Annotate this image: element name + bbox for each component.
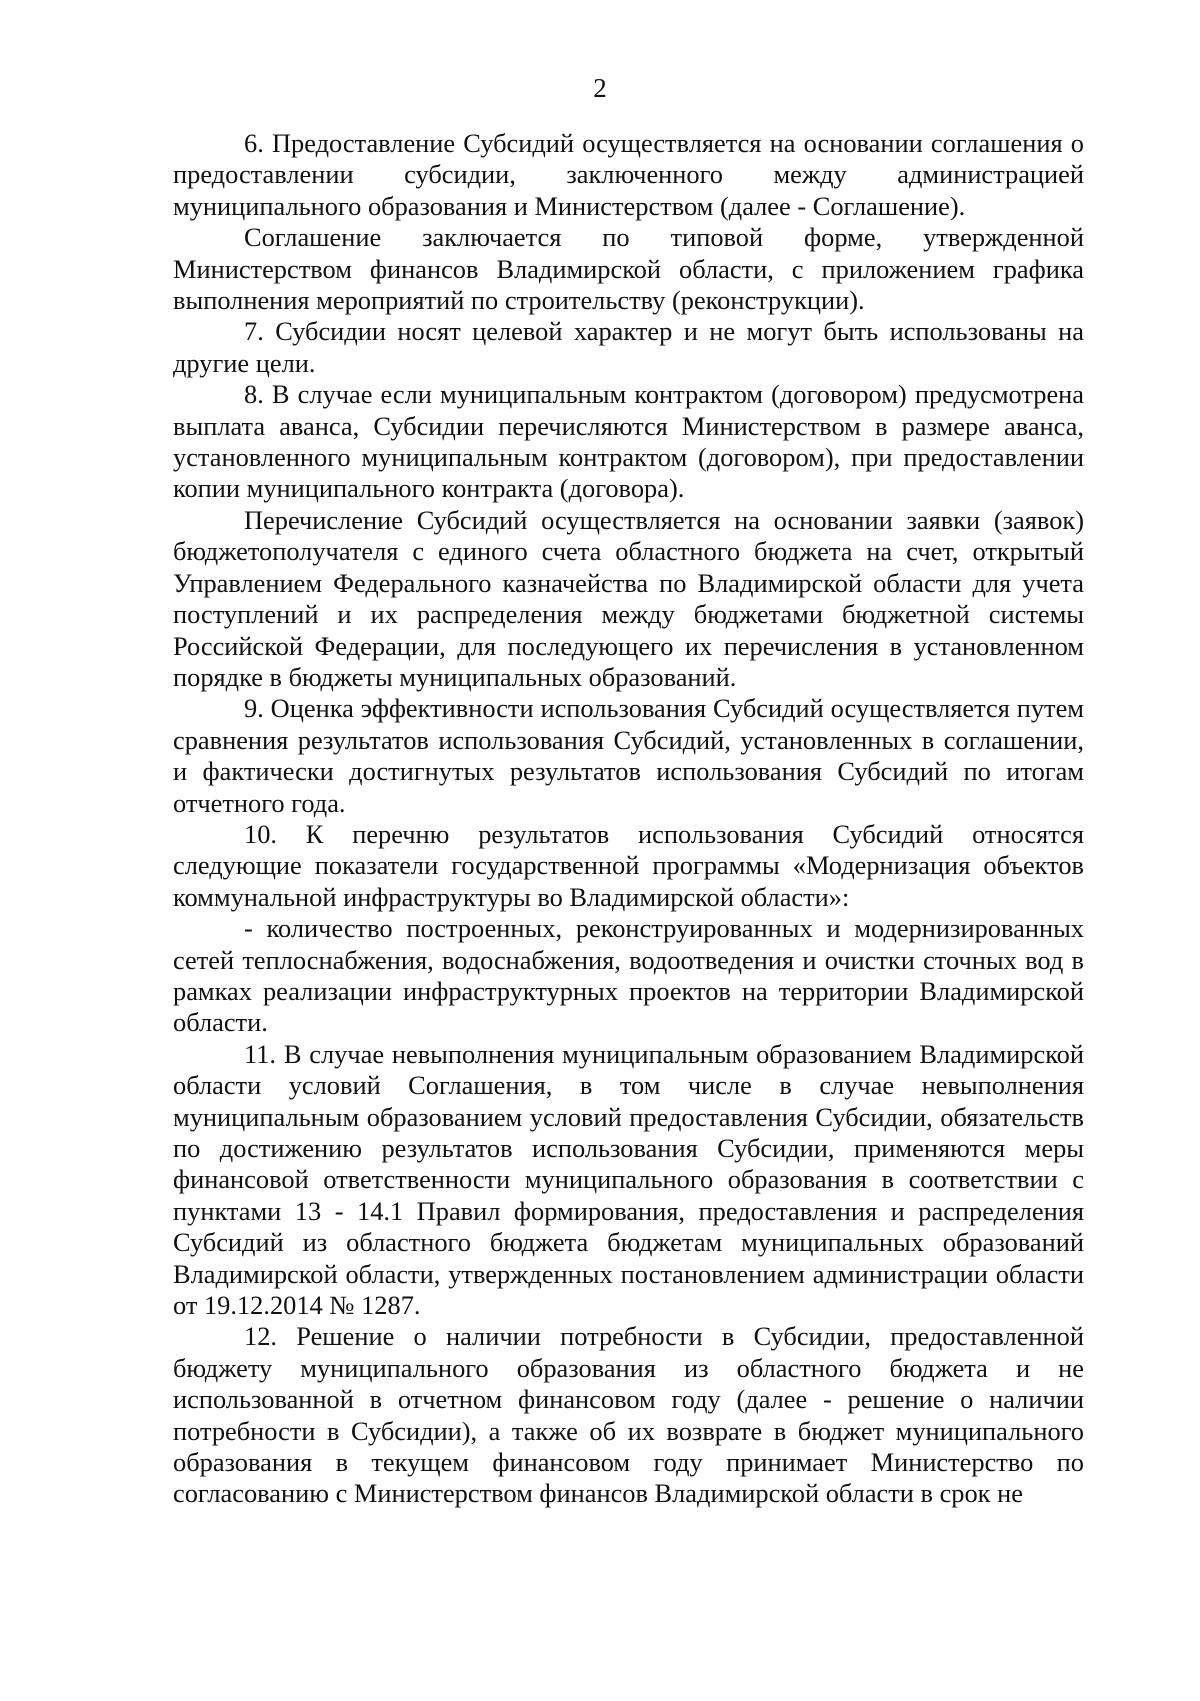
paragraph-indicator: - количество построенных, реконструированных и модернизированных сетей теплоснабжения, водоснабжения, водоотведения и очистки сточных вод в рамках реализации инфраструктурных проектов на территории Владимирской области.	[173, 913, 1084, 1038]
page-number: 2	[593, 73, 607, 103]
document-body	[173, 128, 1084, 1510]
paragraph-transfer: Перечисление Субсидий осуществляется на основании заявки (заявок) бюджетополучателя с единого счета областного бюджета на счет, открытый Управлением Федерального казначейства по Владимирской области для учета поступлений и их распределения между бюджетами бюджетной системы Российской Федерации, для последующего их перечисления в установленном порядке в бюджеты муниципальных образований.	[173, 504, 1084, 692]
paragraph-9: 9. Оценка эффективности использования Субсидий осуществляется путем сравнения результатов использования Субсидий, установленных в соглашении, и фактически достигнутых результатов использования Субсидий по итогам отчетного года.	[173, 693, 1084, 818]
paragraph-8: 8. В случае если муниципальным контрактом (договором) предусмотрена выплата аванса, Субсидии перечисляются Министерством в размере аванса, установленного муниципальным контрактом (договором), при предоставлении копии муниципального контракта (договора).	[173, 379, 1084, 504]
paragraph-10: 10. К перечню результатов использования Субсидий относятся следующие показатели государственной программы «Модернизация объектов коммунальной инфраструктуры во Владимирской области»:	[173, 818, 1084, 912]
paragraph-6: 6. Предоставление Субсидий осуществляется на основании соглашения о предоставлении субсидии, заключенного между администрацией муниципального образования и Министерством (далее - Соглашение).	[173, 128, 1084, 221]
paragraph-7: 7. Субсидии носят целевой характер и не могут быть использованы на другие цели.	[173, 316, 1084, 378]
paragraph-agreement: Соглашение заключается по типовой форме, утвержденной Министерством финансов Владимирской области, с приложением графика выполнения мероприятий по строительству (реконструкции).	[173, 222, 1084, 316]
paragraph-12: 12. Решение о наличии потребности в Субсидии, предоставленной бюджету муниципального образования из областного бюджета и не использованной в отчетном финансовом году (далее - решение о наличии потребности в Субсидии), а также об их возврате в бюджет муниципального образования в текущем финансовом году принимает Министерство по согласованию с Министерством финансов Владимирской области в срок не	[173, 1321, 1084, 1509]
paragraph-11: 11. В случае невыполнения муниципальным образованием Владимирской области условий Соглашения, в том числе в случае невыполнения муниципальным образованием условий предоставления Субсидии, обязательств по достижению результатов использования Субсидии, применяются меры финансовой ответственности муниципального образования в соответствии с пунктами 13 - 14.1 Правил формирования, предоставления и распределения Субсидий из областного бюджета бюджетам муниципальных образований Владимирской области, утвержденных постановлением администрации области от 19.12.2014 № 1287.	[173, 1038, 1084, 1321]
